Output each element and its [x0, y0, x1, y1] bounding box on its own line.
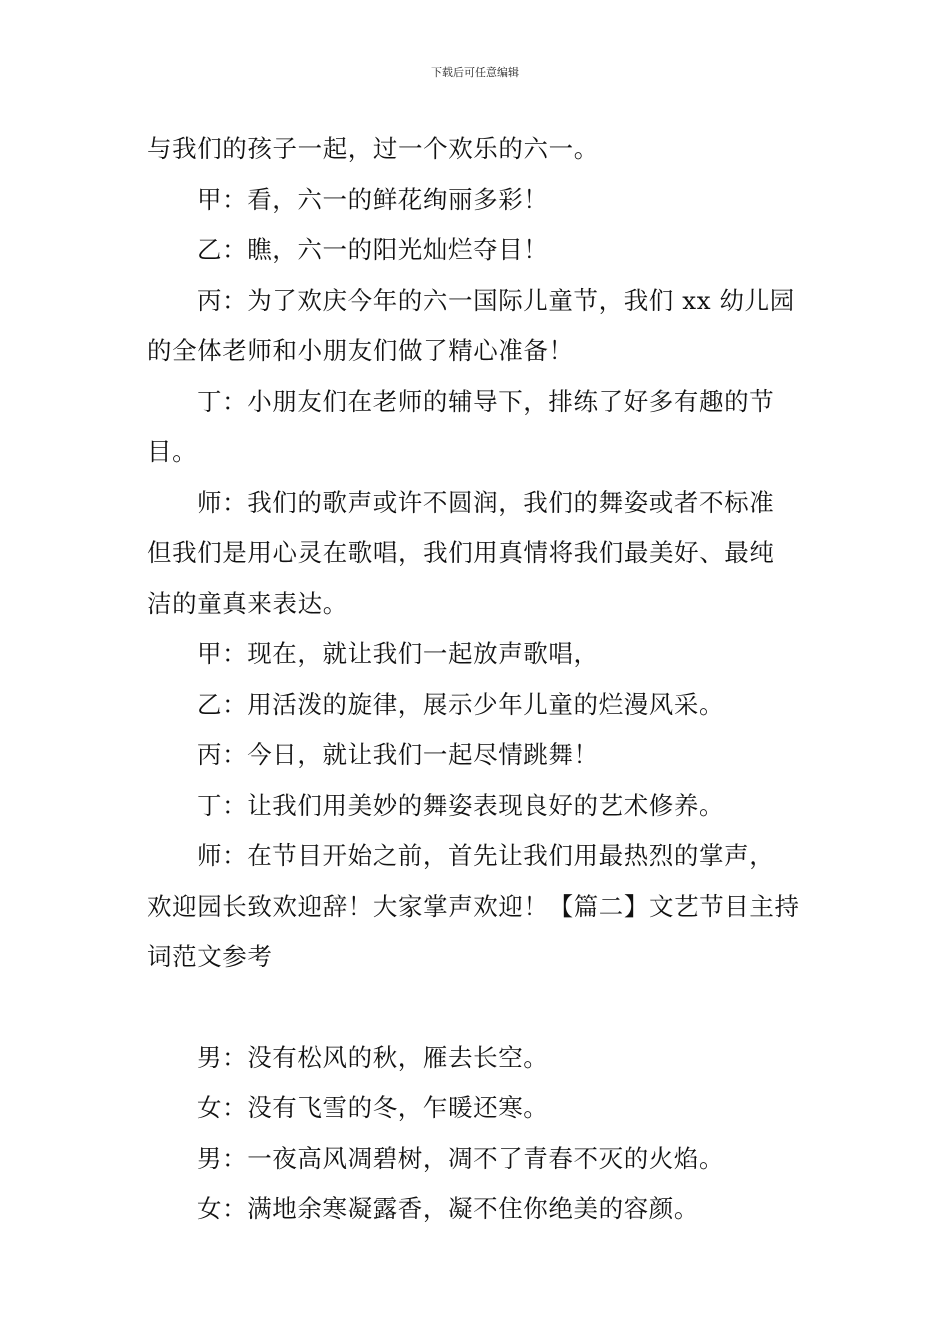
dialogue-line: 女：满地余寒凝露香，凝不住你绝美的容颜。 — [197, 1194, 699, 1223]
text-line: 词范文参考 — [147, 942, 273, 971]
dialogue-line: 男：没有松风的秋，雁去长空。 — [197, 1042, 549, 1072]
dialogue-line: 丁：让我们用美妙的舞姿表现良好的艺术修养。 — [197, 790, 725, 820]
text-line: 的全体老师和小朋友们做了精心准备！ — [147, 336, 574, 365]
text-line: 洁的童真来表达。 — [147, 588, 348, 618]
text-line: 但我们是用心灵在歌唱，我们用真情将我们最美好、最纯 — [147, 538, 775, 567]
text-line: 与我们的孩子一起，过一个欢乐的六一。 — [147, 134, 599, 163]
page-header-note: 下载后可任意编辑 — [431, 66, 519, 79]
text-line: 欢迎园长致欢迎辞！大家掌声欢迎！【篇二】文艺节目主持 — [147, 891, 800, 921]
dialogue-line: 丙：今日，就让我们一起尽情跳舞！ — [197, 740, 599, 769]
dialogue-line: 师：我们的歌声或许不圆润，我们的舞姿或者不标准 — [197, 487, 775, 517]
dialogue-line: 丙：为了欢庆今年的六一国际儿童节，我们 xx 幼儿园 — [197, 285, 795, 315]
dialogue-line: 女：没有飞雪的冬，乍暖还寒。 — [197, 1093, 549, 1122]
dialogue-line: 甲：现在，就让我们一起放声歌唱， — [197, 639, 599, 668]
dialogue-line: 乙：用活泼的旋律，展示少年儿童的烂漫风采。 — [197, 689, 725, 719]
dialogue-line: 师：在节目开始之前，首先让我们用最热烈的掌声， — [197, 841, 775, 870]
blank-line — [147, 983, 812, 1033]
text-line: 目。 — [147, 437, 198, 466]
dialogue-line: 甲：看，六一的鲜花绚丽多彩！ — [197, 184, 549, 214]
dialogue-line: 丁：小朋友们在老师的辅导下，排练了好多有趣的节 — [197, 386, 775, 416]
dialogue-line: 男：一夜高风凋碧树，凋不了青春不灭的火焰。 — [197, 1143, 725, 1173]
dialogue-line: 乙：瞧，六一的阳光灿烂夺目！ — [197, 235, 549, 264]
document-body — [147, 124, 812, 1235]
